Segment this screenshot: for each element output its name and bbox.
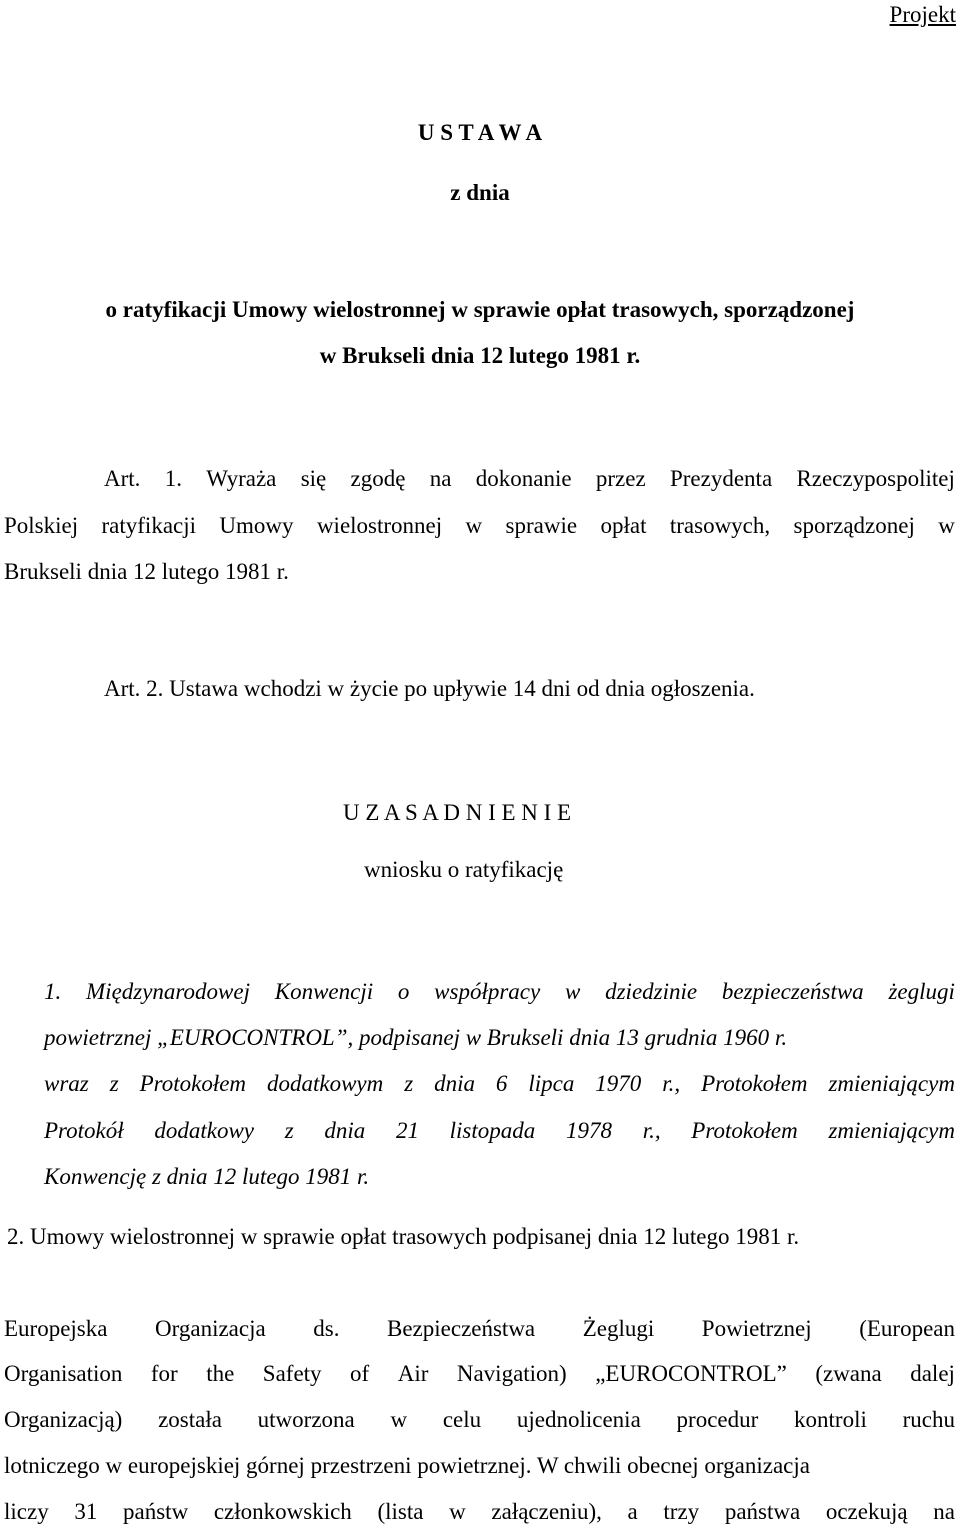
word: w <box>465 513 483 538</box>
item2-text: 2. Umowy wielostronnej w sprawie opłat trasowych podpisanej dnia 12 lutego 1981 r. <box>7 1224 800 1249</box>
item1-line-5: Konwencję z dnia 12 lutego 1981 r. <box>44 1164 370 1189</box>
word: współpracy <box>434 979 541 1004</box>
law-subject-line-1: o ratyfikacji Umowy wielostronnej w sprawie opłat trasowych, sporządzonej <box>105 297 855 322</box>
word: się <box>300 466 327 491</box>
word: żeglugi <box>888 979 955 1004</box>
word: Protokołem <box>701 1071 808 1096</box>
word: celu <box>442 1407 482 1432</box>
item1-line-4 <box>44 1117 955 1145</box>
word: o <box>397 979 410 1004</box>
word: Europejska <box>4 1316 108 1341</box>
word: dalej <box>910 1361 955 1386</box>
word: w <box>565 979 581 1004</box>
word: dodatkowym <box>266 1071 384 1096</box>
word: wraz <box>44 1071 89 1096</box>
word: Wyraża <box>206 466 277 491</box>
word: sporządzonej <box>793 513 915 538</box>
word: procedur <box>676 1407 759 1432</box>
word: lipca <box>528 1071 575 1096</box>
word: zmieniającym <box>828 1071 955 1096</box>
word: załączeniu), <box>491 1499 602 1524</box>
word: 6 <box>495 1071 508 1096</box>
word: 21 <box>395 1118 419 1143</box>
art1-line-2 <box>4 512 955 540</box>
word: na <box>429 466 452 491</box>
word: r., <box>662 1071 681 1096</box>
word: Protokół <box>44 1118 124 1143</box>
word: dziedzinie <box>605 979 698 1004</box>
law-title: U S T A W A <box>417 120 543 145</box>
word: sprawie <box>505 513 578 538</box>
word: Konwencji <box>274 979 374 1004</box>
word: dodatkowy <box>154 1118 254 1143</box>
word: trzy <box>663 1499 700 1524</box>
word: bezpieczeństwa <box>721 979 864 1004</box>
word: zmieniającym <box>828 1118 955 1143</box>
word: utworzona <box>257 1407 355 1432</box>
word: na <box>933 1499 955 1524</box>
word: Bezpieczeństwa <box>387 1316 536 1341</box>
body-line-2 <box>4 1360 955 1388</box>
word: Safety <box>262 1361 322 1386</box>
word: przez <box>595 466 646 491</box>
item1-line-1 <box>44 978 955 1006</box>
word: for <box>150 1361 178 1386</box>
item1-line-3 <box>44 1070 955 1098</box>
art2-text: Art. 2. Ustawa wchodzi w życie po upływie 14 dni od dnia ogłoszenia. <box>104 676 755 701</box>
word: Protokołem <box>691 1118 798 1143</box>
word: zgodę <box>350 466 406 491</box>
word: państwa <box>724 1499 801 1524</box>
word: z <box>404 1071 414 1096</box>
word: dokonanie <box>475 466 572 491</box>
word: „EUROCONTROL” <box>595 1361 787 1386</box>
word: oczekują <box>825 1499 908 1524</box>
body-line-4: lotniczego w europejskiej górnej przestrzeni powietrznej. W chwili obecnej organizacja <box>4 1453 810 1478</box>
law-date: z dnia <box>450 180 510 205</box>
art1-line-1 <box>104 465 955 493</box>
word: Organizacją) <box>4 1407 123 1432</box>
word: (European <box>859 1316 955 1341</box>
art1-line-3: Brukseli dnia 12 lutego 1981 r. <box>4 559 289 584</box>
word: wielostronnej <box>316 513 443 538</box>
word: (zwana <box>815 1361 882 1386</box>
word: dnia <box>324 1118 366 1143</box>
word: z <box>284 1118 294 1143</box>
word: 31 <box>74 1499 98 1524</box>
word: 1970 <box>595 1071 642 1096</box>
word: 1978 <box>565 1118 612 1143</box>
word: ruchu <box>902 1407 955 1432</box>
word: (lista <box>377 1499 424 1524</box>
body-line-1 <box>4 1315 955 1343</box>
word: trasowych, <box>669 513 771 538</box>
word: Navigation) <box>456 1361 567 1386</box>
word: ujednolicenia <box>516 1407 641 1432</box>
word: r., <box>642 1118 661 1143</box>
word: Międzynarodowej <box>86 979 250 1004</box>
word: w <box>449 1499 466 1524</box>
word: the <box>206 1361 235 1386</box>
word: Rzeczypospolitej <box>796 466 955 491</box>
body-line-5 <box>4 1498 955 1526</box>
word: Prezydenta <box>669 466 773 491</box>
word: Protokołem <box>139 1071 247 1096</box>
word: dnia <box>434 1071 475 1096</box>
word: ratyfikacji <box>101 513 197 538</box>
projekt-label: Projekt <box>889 2 956 27</box>
justification-subheading: wniosku o ratyfikację <box>364 857 564 882</box>
word: Powietrznej <box>701 1316 812 1341</box>
word: Organizacja <box>155 1316 266 1341</box>
word: 1. <box>164 466 182 491</box>
word: Art. <box>104 466 141 491</box>
word: kontroli <box>794 1407 867 1432</box>
word: Polskiej <box>4 513 79 538</box>
word: została <box>158 1407 222 1432</box>
word: w <box>938 513 955 538</box>
justification-heading: U Z A S A D N I E N I E <box>343 800 572 825</box>
word: Organisation <box>4 1361 123 1386</box>
word: Umowy <box>219 513 294 538</box>
word: członkowskich <box>213 1499 352 1524</box>
word: Air <box>397 1361 429 1386</box>
word: listopada <box>449 1118 536 1143</box>
word: a <box>627 1499 638 1524</box>
word: państw <box>123 1499 189 1524</box>
word: 1. <box>44 979 62 1004</box>
body-line-3 <box>4 1406 955 1434</box>
word: ds. <box>313 1316 340 1341</box>
word: opłat <box>600 513 647 538</box>
word: w <box>390 1407 408 1432</box>
law-subject-line-2: w Brukseli dnia 12 lutego 1981 r. <box>319 343 641 368</box>
item1-line-2: powietrznej „EUROCONTROL”, podpisanej w Brukseli dnia 13 grudnia 1960 r. <box>44 1025 788 1050</box>
word: liczy <box>4 1499 49 1524</box>
word: of <box>350 1361 370 1386</box>
word: Żeglugi <box>582 1316 655 1341</box>
word: z <box>109 1071 119 1096</box>
